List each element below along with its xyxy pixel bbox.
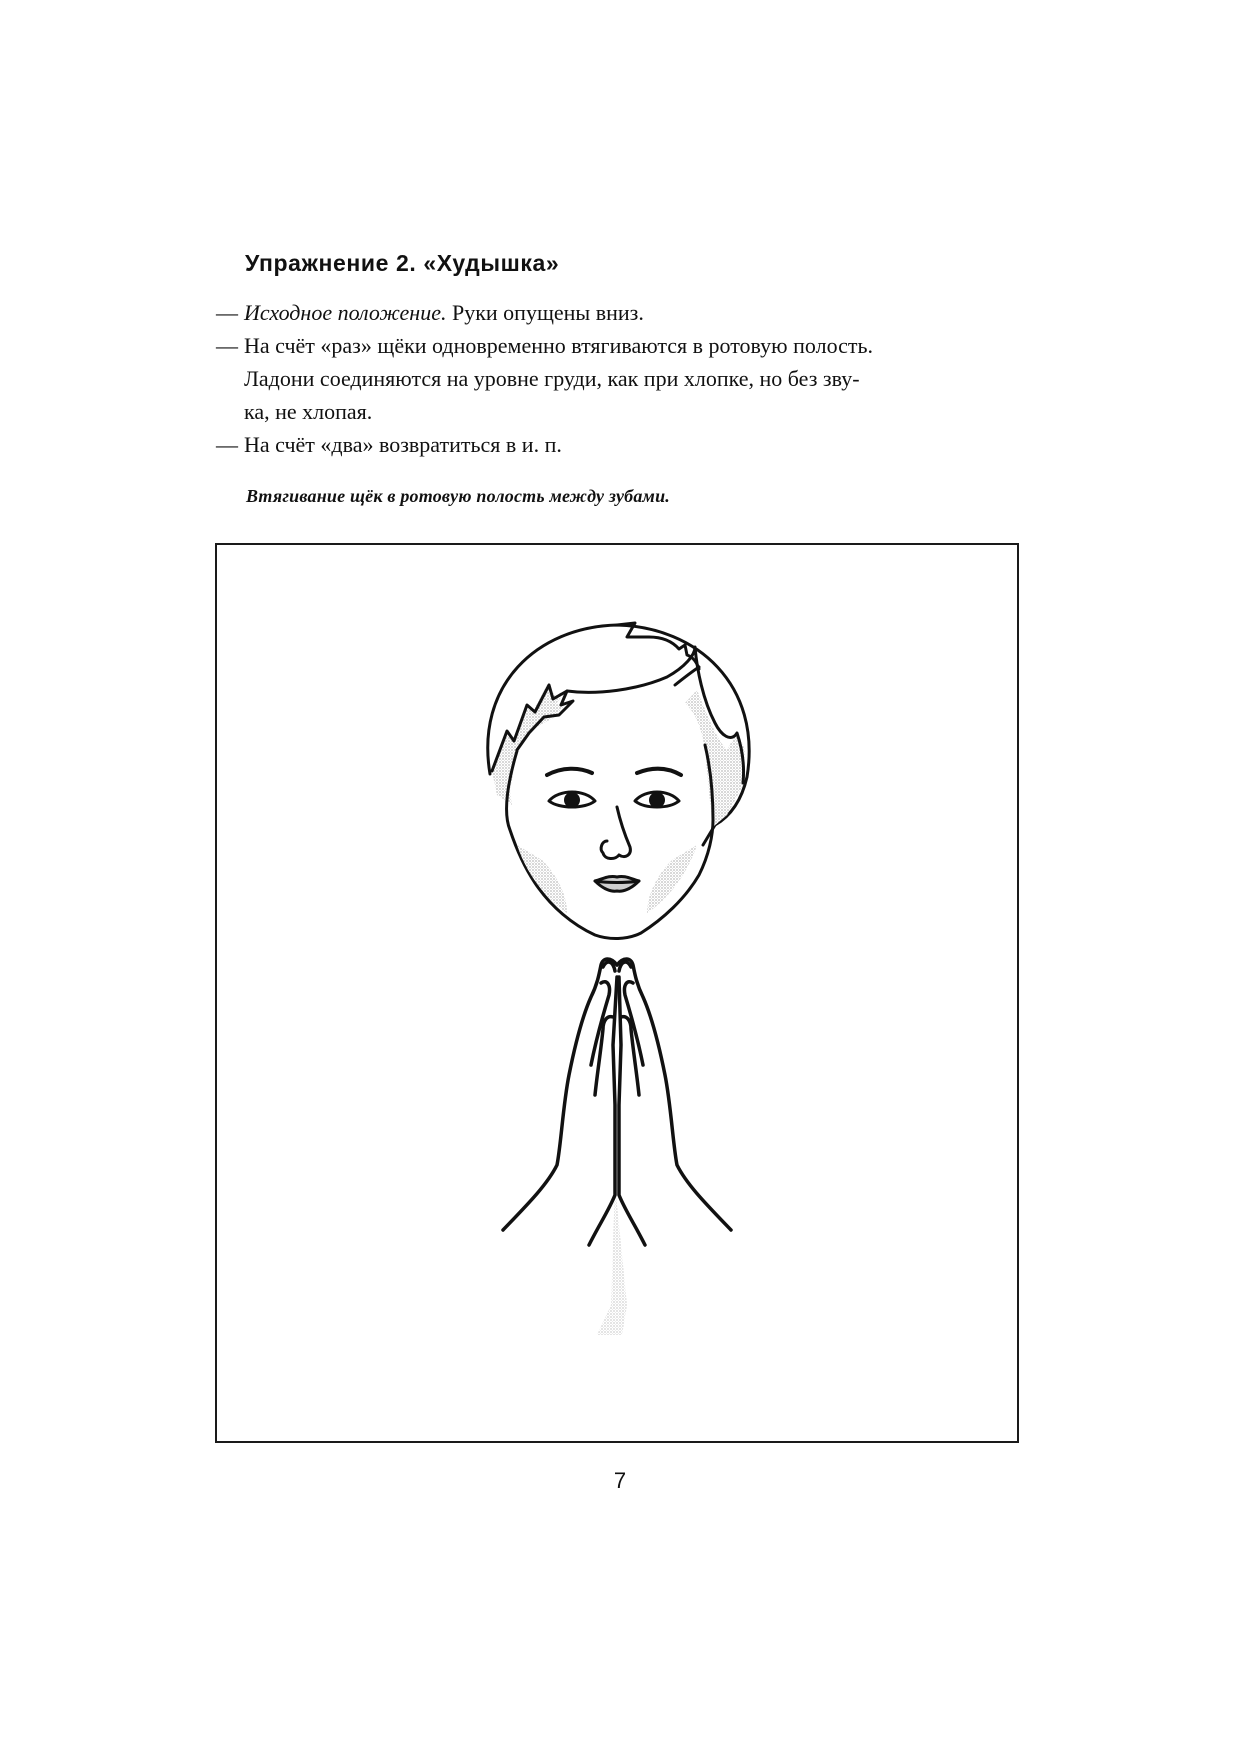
step-count-one-continued: Ладони соединяются на уровне груди, как при хлопке, но без зву- bbox=[244, 366, 860, 391]
illustration-frame bbox=[215, 543, 1019, 1443]
starting-position-label: Исходное положение. bbox=[244, 300, 447, 325]
face-and-hands-illustration bbox=[217, 545, 1017, 1441]
face-icon bbox=[488, 623, 749, 939]
page-number: 7 bbox=[613, 1468, 627, 1493]
step-text-line: На счёт «два» возвратиться в и. п. bbox=[244, 432, 562, 457]
step-count-one bbox=[216, 329, 1036, 362]
dash: — bbox=[216, 333, 238, 358]
exercise-title: Упражнение 2. «Худышка» bbox=[245, 250, 560, 276]
exercise-steps bbox=[216, 296, 1036, 461]
exercise-caption: Втягивание щёк в ротовую полость между зубами. bbox=[246, 486, 670, 506]
step-text-line: На счёт «раз» щёки одновременно втягиваются в ротовую полость. bbox=[244, 333, 874, 358]
step-starting-position bbox=[216, 296, 1036, 329]
dash: — bbox=[216, 432, 238, 457]
dash: — bbox=[216, 300, 238, 325]
palms-joined-icon bbox=[503, 959, 731, 1335]
step-count-one-continued: ка, не хлопая. bbox=[244, 399, 373, 424]
step-count-two bbox=[216, 428, 1036, 461]
starting-position-text: Руки опущены вниз. bbox=[446, 300, 644, 325]
